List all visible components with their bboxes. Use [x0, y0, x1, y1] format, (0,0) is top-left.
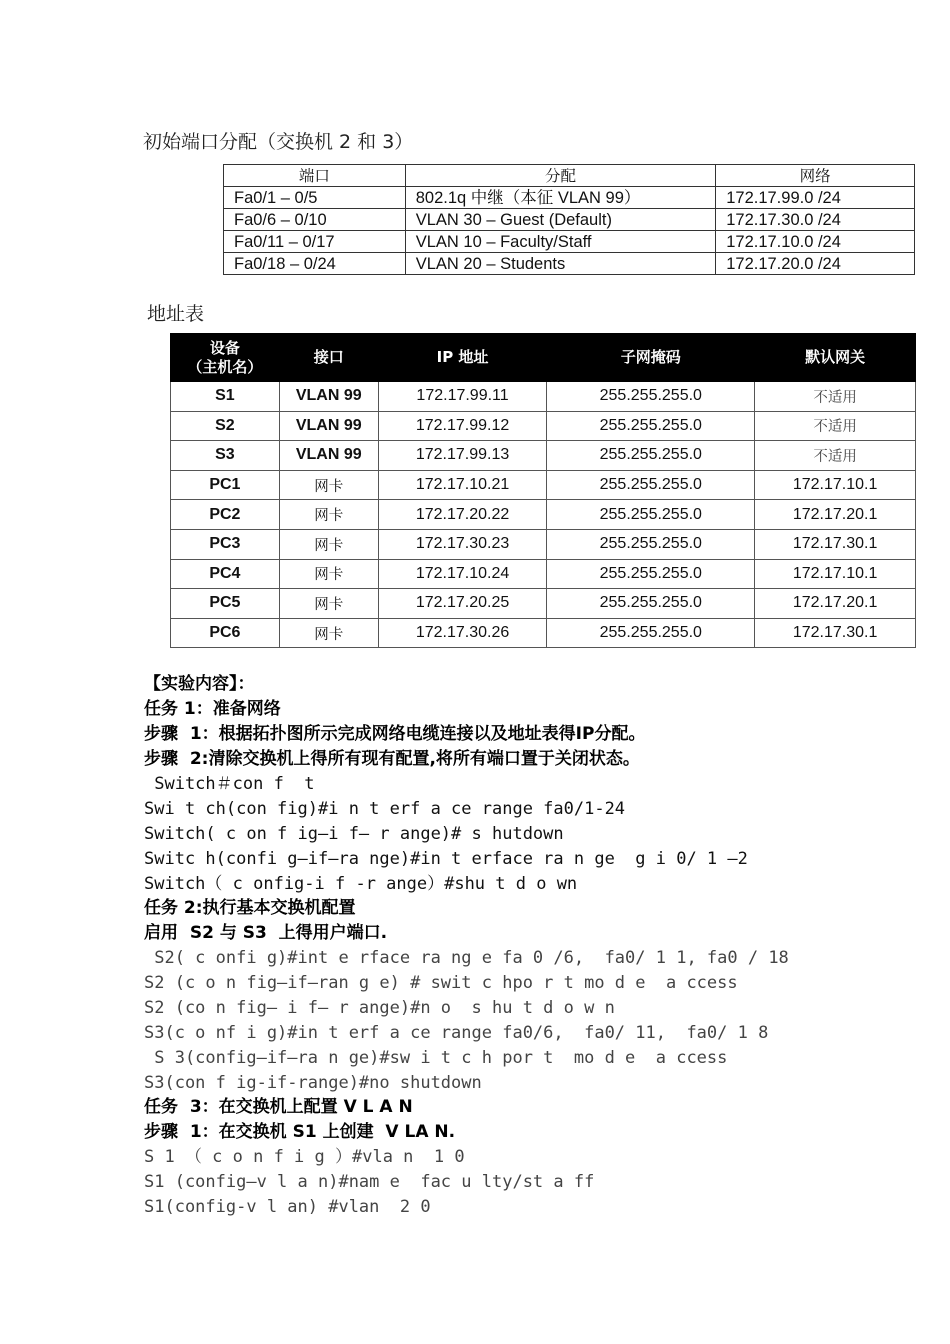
command-line: S1 (config—v l a n)#nam e fac u lty/st a ff: [144, 1172, 595, 1192]
command-line: Switch（ c onfig-i f -r ange）#shu t d o wn: [144, 874, 578, 894]
table-row: [171, 618, 916, 648]
header-assignment: 分配: [405, 165, 716, 187]
command-line: S2 (co n fig— i f— r ange)#n o s hu t d o w n: [144, 998, 615, 1018]
command-line: Swi t ch(con fig)#i n t erf a ce range fa0/1-24: [144, 799, 626, 819]
table-row: [171, 441, 916, 471]
cell-assignment: VLAN 30 – Guest (Default): [405, 209, 716, 231]
step-heading: 启用 S2 与 S3 上得用户端口.: [144, 923, 388, 943]
cell-subnet-mask: 255.255.255.0: [547, 382, 755, 412]
table-row: [171, 529, 916, 559]
address-table: [170, 333, 916, 648]
step-heading: 【实验内容】：: [144, 674, 255, 694]
cell-subnet-mask: 255.255.255.0: [547, 589, 755, 619]
port-assignment-table: [223, 164, 915, 275]
table-row: [224, 253, 915, 275]
table-header-row: [224, 165, 915, 187]
cell-device: PC1: [171, 470, 280, 500]
table-row: [171, 500, 916, 530]
cell-interface: VLAN 99: [279, 441, 378, 471]
cell-interface: 网卡: [279, 589, 378, 619]
cell-default-gateway: 172.17.20.1: [755, 500, 916, 530]
table-row: [171, 411, 916, 441]
cell-interface: 网卡: [279, 470, 378, 500]
header-subnet-mask: 子网掩码: [547, 334, 755, 382]
cell-default-gateway: 172.17.10.1: [755, 559, 916, 589]
command-line: Switch＃con f t: [144, 774, 315, 794]
cell-device: S2: [171, 411, 280, 441]
header-device: [171, 334, 280, 382]
step-heading: 步骤 1：在交换机 S1 上创建 V LA N.: [144, 1122, 456, 1142]
command-line: S1(config-v l an) #vlan 2 0: [144, 1197, 431, 1217]
cell-ip-address: 172.17.99.12: [378, 411, 547, 441]
cell-subnet-mask: 255.255.255.0: [547, 470, 755, 500]
header-network: 网络: [716, 165, 915, 187]
cell-interface: 网卡: [279, 500, 378, 530]
cell-device: PC6: [171, 618, 280, 648]
cell-network: 172.17.30.0 /24: [716, 209, 915, 231]
cell-interface: VLAN 99: [279, 382, 378, 412]
table-row: [171, 559, 916, 589]
cell-assignment: VLAN 10 – Faculty/Staff: [405, 231, 716, 253]
cell-default-gateway: 172.17.30.1: [755, 618, 916, 648]
cell-interface: 网卡: [279, 529, 378, 559]
table-header-row: [171, 334, 916, 382]
cell-subnet-mask: 255.255.255.0: [547, 529, 755, 559]
cell-default-gateway: 不适用: [755, 441, 916, 471]
command-line: Switch( c on f ig—i f— r ange)# s hutdown: [144, 824, 564, 844]
cell-assignment: VLAN 20 – Students: [405, 253, 716, 275]
cell-default-gateway: 172.17.20.1: [755, 589, 916, 619]
cell-default-gateway: 不适用: [755, 411, 916, 441]
step-heading: 任务 3：在交换机上配置 V L A N: [144, 1097, 413, 1117]
cell-default-gateway: 172.17.30.1: [755, 529, 916, 559]
cell-network: 172.17.10.0 /24: [716, 231, 915, 253]
cell-network: 172.17.20.0 /24: [716, 253, 915, 275]
cell-ip-address: 172.17.30.23: [378, 529, 547, 559]
command-line: S 1 （ c o n f i g ）#vla n 1 0: [144, 1147, 465, 1167]
cell-default-gateway: 不适用: [755, 382, 916, 412]
cell-subnet-mask: 255.255.255.0: [547, 441, 755, 471]
cell-default-gateway: 172.17.10.1: [755, 470, 916, 500]
command-line: S3(c o nf i g)#in t erf a ce range fa0/6, fa0/ 11, fa0/ 1 8: [144, 1023, 769, 1043]
cell-interface: 网卡: [279, 618, 378, 648]
table-row: [171, 470, 916, 500]
cell-device: PC5: [171, 589, 280, 619]
cell-port: Fa0/1 – 0/5: [224, 187, 406, 209]
command-line: S2 (c o n fig—if—ran g e) # swit c hpo r t mo d e a ccess: [144, 973, 738, 993]
table-row: [171, 589, 916, 619]
header-interface: 接口: [279, 334, 378, 382]
section-title-initial-port-assignment: 初始端口分配（交换机 2 和 3）: [143, 131, 414, 153]
cell-subnet-mask: 255.255.255.0: [547, 411, 755, 441]
header-default-gateway: 默认网关: [755, 334, 916, 382]
cell-ip-address: 172.17.20.22: [378, 500, 547, 530]
step-heading: 步骤 2:清除交换机上得所有现有配置,将所有端口置于关闭状态。: [144, 749, 640, 769]
header-device-label: 设备 （主机名）: [187, 338, 263, 376]
cell-ip-address: 172.17.20.25: [378, 589, 547, 619]
cell-interface: VLAN 99: [279, 411, 378, 441]
cell-device: S3: [171, 441, 280, 471]
section-title-address-table: 地址表: [147, 303, 205, 325]
cell-device: PC4: [171, 559, 280, 589]
cell-network: 172.17.99.0 /24: [716, 187, 915, 209]
cell-ip-address: 172.17.99.13: [378, 441, 547, 471]
header-port: 端口: [224, 165, 406, 187]
cell-assignment: 802.1q 中继（本征 VLAN 99）: [405, 187, 716, 209]
cell-port: Fa0/18 – 0/24: [224, 253, 406, 275]
table-row: [224, 209, 915, 231]
table-row: [224, 231, 915, 253]
command-line: S3(con f ig-if-range)#no shutdown: [144, 1073, 482, 1093]
cell-interface: 网卡: [279, 559, 378, 589]
cell-subnet-mask: 255.255.255.0: [547, 500, 755, 530]
command-line: Switc h(confi g—if—ra nge)#in t erface ra n ge g i 0/ 1 —2: [144, 849, 748, 869]
cell-ip-address: 172.17.99.11: [378, 382, 547, 412]
cell-ip-address: 172.17.10.24: [378, 559, 547, 589]
table-row: [224, 187, 915, 209]
command-line: S 3(config—if—ra n ge)#sw i t c h por t mo d e a ccess: [144, 1048, 728, 1068]
step-heading: 任务 2:执行基本交换机配置: [144, 898, 356, 918]
cell-ip-address: 172.17.10.21: [378, 470, 547, 500]
cell-device: PC3: [171, 529, 280, 559]
cell-device: S1: [171, 382, 280, 412]
step-heading: 任务 1：准备网络: [144, 699, 281, 719]
cell-port: Fa0/6 – 0/10: [224, 209, 406, 231]
cell-subnet-mask: 255.255.255.0: [547, 618, 755, 648]
cell-device: PC2: [171, 500, 280, 530]
step-heading: 步骤 1：根据拓扑图所示完成网络电缆连接以及地址表得IP分配。: [144, 724, 646, 744]
cell-ip-address: 172.17.30.26: [378, 618, 547, 648]
command-line: S2( c onfi g)#int e rface ra ng e fa 0 /6, fa0/ 1 1, fa0 / 18: [144, 948, 789, 968]
cell-port: Fa0/11 – 0/17: [224, 231, 406, 253]
cell-subnet-mask: 255.255.255.0: [547, 559, 755, 589]
header-ip-address: IP 地址: [378, 334, 547, 382]
table-row: [171, 382, 916, 412]
